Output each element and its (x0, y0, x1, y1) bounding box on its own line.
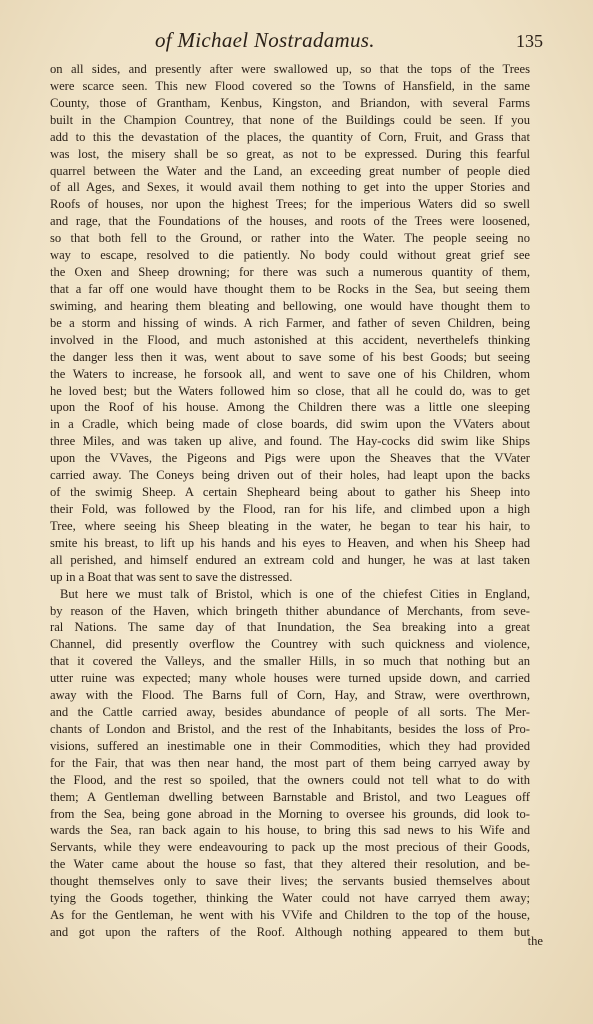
text-line: the Flood, and the rest so spoiled, that the owners could not tell what to do with (50, 772, 530, 787)
text-line: of the swimig Sheep. A certain Shepheard being about to gather his Sheep into (50, 485, 530, 500)
text-line: he loved best; but the Waters followed him so close, that all he could do, was to get (50, 383, 530, 398)
text-line: chants of London and Bristol, and the rest of the Inhabitants, besides the loss of Pro- (50, 721, 530, 736)
text-line: the Oxen and Sheep drowning; for there was such a numerous quantity of them, (50, 265, 530, 280)
text-line: involved in the Flood, and much astonished at this accident, neverthelefs thinking (50, 332, 530, 347)
text-line: built in the Champion Countrey, that none of the Buildings could be seen. If you (50, 112, 530, 127)
text-line: three Miles, and was taken up alive, and found. The Hay-cocks did swim like Ships (50, 434, 530, 449)
text-line: from the Sea, being gone abroad in the Morning to oversee his grounds, did look to- (50, 806, 530, 821)
text-line: upon the VVaves, the Pigeons and Pigs were upon the Sheaves that the VVater (50, 451, 530, 466)
text-line: and got upon the rafters of the Roof. Although nothing appeared to them but (50, 925, 530, 940)
body-text (50, 61, 530, 941)
text-line: so that both fell to the Ground, or rather into the Water. The people seeing no (50, 231, 530, 246)
text-line: them; A Gentleman dwelling between Barnstable and Bristol, and two Leagues off (50, 789, 530, 804)
text-line: up in a Boat that was sent to save the distressed. (50, 569, 293, 584)
text-line: tying the Goods together, thinking the Water could not have carryed them away; (50, 891, 530, 906)
text-line: were scarce seen. This new Flood covered so the Towns of Hansfield, in the same (50, 78, 530, 93)
text-line: visions, suffered an inestimable one in their Commodities, which they had provided (50, 738, 530, 753)
text-line: County, those of Grantham, Kenbus, Kingston, and Briandon, with several Farms (50, 95, 530, 110)
text-line: for the Fair, that was then near hand, the most part of them being carryed away by (50, 755, 530, 770)
text-line: upon the Roof of his house. Among the Children there was a little one sleeping (50, 400, 530, 415)
text-line: that a far off one would have thought them to be Rocks in the Sea, but seeing them (50, 281, 530, 296)
text-line: smite his breast, to lift up his hands and his eyes to Heaven, and when his Sheep had (50, 535, 530, 550)
running-title: of Michael Nostradamus. (155, 28, 375, 52)
page-header (0, 22, 593, 52)
text-line: carried away. The Coneys being driven out of their holes, had leapt upon the backs (50, 468, 530, 483)
text-line: But here we must talk of Bristol, which is one of the chiefest Cities in England, (60, 586, 530, 601)
text-line: swiming, and hearing them bleating and bellowing, one would have thought them to (50, 298, 530, 313)
catchword: the (527, 934, 543, 948)
text-line: Roofs of houses, nor upon the highest Trees; for the imperious Waters did so swell (50, 197, 530, 212)
page-number: 135 (516, 31, 543, 51)
text-line: by reason of the Haven, which bringeth thither abundance of Merchants, from seve- (50, 603, 530, 618)
text-line: Channel, did presently overflow the Countrey with such quickness and violence, (50, 637, 530, 652)
text-line: the Waters to increase, he forsook all, and went to save one of his Children, whom (50, 366, 530, 381)
text-line: wards the Sea, ran back again to his house, to bring this sad news to his Wife and (50, 823, 530, 838)
text-line: of all Ages, and Sexes, it would avail them nothing to get into the upper Stories and (50, 180, 530, 195)
text-line: way to escape, resolved to die patiently. No body could without great grief see (50, 248, 530, 263)
text-line: the Water came about the house so fast, that they altered their resolution, and be- (50, 857, 530, 872)
text-line: the danger less then it was, went about to save some of his best Goods; but seeing (50, 349, 530, 364)
text-line: add to this the devastation of the places, the quantity of Corn, Fruit, and Grass that (50, 129, 530, 144)
text-line: be a storm and hissing of winds. A rich Farmer, and father of seven Children, being (50, 315, 530, 330)
text-line: on all sides, and presently after were swallowed up, so that the tops of the Trees (50, 62, 530, 76)
text-line: As for the Gentleman, he went with his VVife and Children to the top of the house, (50, 908, 530, 923)
text-line: was lost, the misery shall be so great, as not to be expressed. During this fearful (50, 146, 530, 161)
text-line: Servants, while they were endeavouring to pack up the most precious of their Goods, (50, 840, 530, 855)
text-line: and rage, that the Foundations of the houses, and roots of the Trees were loosened, (50, 214, 530, 229)
text-line: their Fold, was followed by the Flood, ran for his life, and climbed upon a high (50, 501, 530, 516)
text-line: Tree, where seeing his Sheep bleating in the water, he began to tear his hair, to (50, 518, 530, 533)
text-line: all perished, and himself endured an extream cold and hunger, he was at last taken (50, 552, 530, 567)
text-line: that it covered the Valleys, and the smaller Hills, in so much that nothing but an (50, 654, 530, 669)
text-line: ral Nations. The same day of that Inundation, the Sea breaking into a great (50, 620, 530, 635)
text-line: quarrel between the Water and the Land, an exceeding great number of people died (50, 163, 530, 178)
text-line: utter ruine was expected; many whole houses were turned upside down, and carried (50, 671, 530, 686)
text-line: and the Cattle carried away, besides abundance of people of all sorts. The Mer- (50, 705, 530, 720)
text-line: away with the Flood. The Barns full of Corn, Hay, and Straw, were overthrown, (50, 688, 530, 703)
text-line: in a Cradle, which being made of close boards, did swim upon the VVaters about (50, 417, 530, 432)
text-line: thought themselves only to save their lives; the servants busied themselves about (50, 874, 530, 889)
